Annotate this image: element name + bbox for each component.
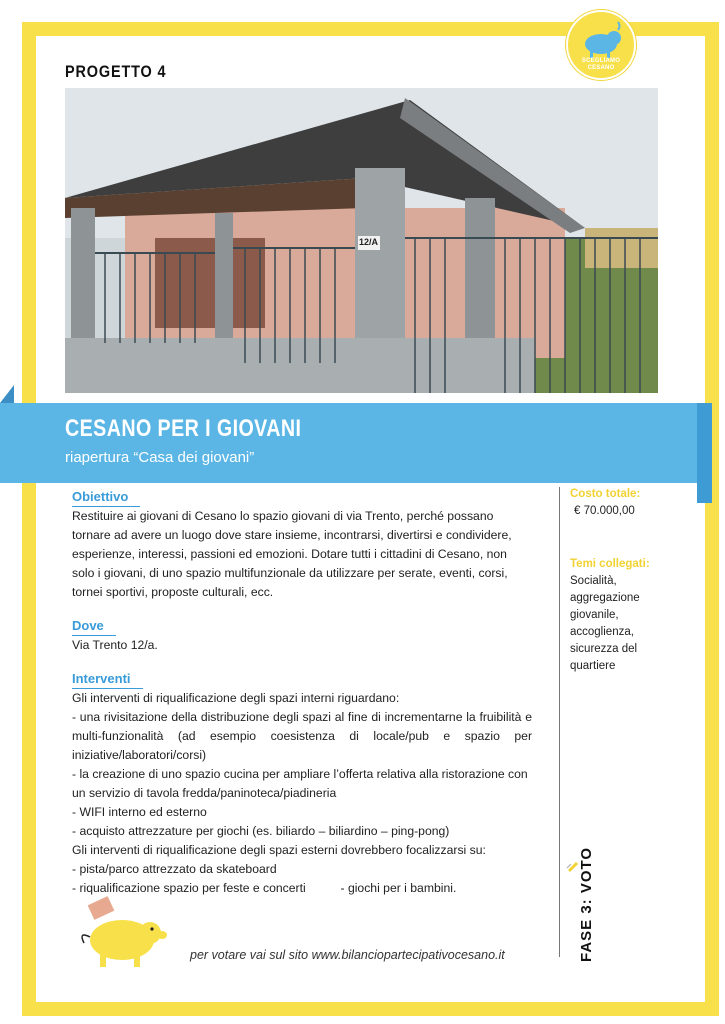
side-column (570, 486, 670, 675)
obiettivo-heading: Obiettivo (72, 487, 140, 507)
interventi-last-right: - giochi per i bambini. (340, 881, 457, 895)
banner-fold-left (0, 385, 14, 403)
interventi-heading: Interventi (72, 669, 143, 689)
interventi-line: - WIFI interno ed esterno (72, 805, 207, 819)
cost-heading: Costo totale: (570, 488, 641, 500)
logo-line1: SCEGLIAMO (581, 58, 621, 64)
pig-logo-icon (568, 16, 634, 62)
logo (566, 10, 636, 80)
interventi-line: Gli interventi di riqualificazione degli spazi interni riguardano: (72, 691, 400, 705)
banner-fold-right (697, 403, 712, 503)
project-subtitle: riapertura “Casa dei giovani” (65, 449, 255, 466)
topic-item: Socialità, (570, 575, 617, 587)
piggy-bank-icon (72, 895, 182, 975)
project-photo (65, 88, 658, 393)
interventi-line: Gli interventi di riqualificazione degli spazi esterni dovrebbero focalizzarsi su: (72, 843, 486, 857)
topic-item: sicurezza del (570, 643, 638, 655)
obiettivo-text: Restituire ai giovani di Cesano lo spazio giovani di via Trento, perché possano tornare ad avere un luogo dove stare insieme, incontrarsi, divertirsi e condividere, esperienze, interessi, passioni ed emozioni. Dotare tutti i cittadini di Cesano, non solo i giovani, di uno spazio multifunzionale da utilizzare per serate, eventi, corsi, tornei sportivi, proposte culturali, ecc. (72, 509, 512, 599)
interventi-line: - pista/parco attrezzato da skateboard (72, 862, 277, 876)
dove-heading: Dove (72, 616, 116, 636)
photo-sign: 12/A (359, 237, 379, 247)
interventi-line: - una rivisitazione della distribuzione degli spazi al fine di incrementarne la fruibilità e multi-funzionalità (ad esempio coesistenza di locale/pub e spazio per iniziative/laboratori/corsi) (72, 710, 532, 762)
topic-item: quartiere (570, 660, 616, 672)
logo-line2: CESANO (587, 65, 615, 71)
main-column (72, 485, 532, 898)
interventi-line: - la creazione di uno spazio cucina per ampliare l’offerta relativa alla ristorazione con un servizio di tavola fredda/paninoteca/piadineria (72, 767, 528, 800)
topic-item: aggregazione (570, 592, 640, 604)
footer-vote-link: per votare vai sul sito www.bilanciopartecipativocesano.it (190, 948, 505, 962)
interventi-line: - acquisto attrezzature per giochi (es. biliardo – biliardino – ping-pong) (72, 824, 450, 838)
topic-item: accoglienza, (570, 626, 634, 638)
column-divider (559, 487, 560, 957)
project-label: PROGETTO 4 (65, 62, 167, 81)
dove-text: Via Trento 12/a. (72, 638, 158, 652)
topic-item: giovanile, (570, 609, 619, 621)
topics-heading: Temi collegati: (570, 558, 650, 570)
project-title: CESANO PER I GIOVANI (65, 415, 302, 442)
phase-label: FASE 3: VOTO (578, 846, 595, 962)
cost-value: € 70.000,00 (574, 505, 635, 517)
interventi-last-left: - riqualificazione spazio per feste e concerti (72, 881, 306, 895)
